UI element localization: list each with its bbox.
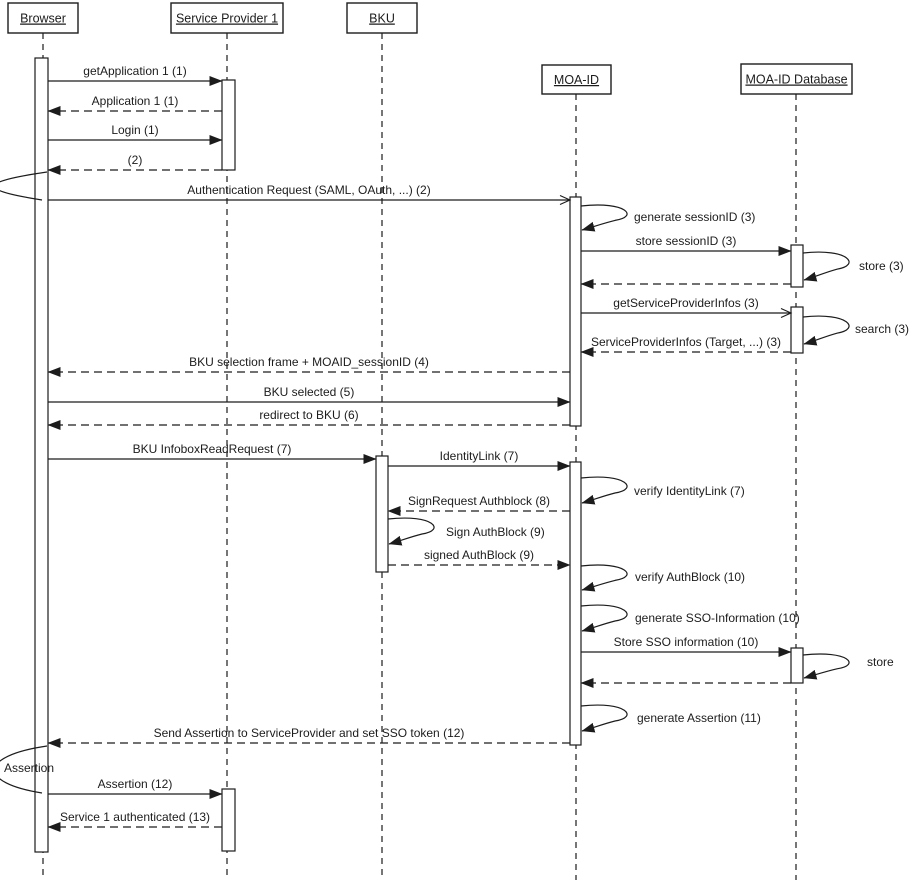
message-label: Assertion (12): [97, 777, 173, 791]
message-label: Send Assertion to ServiceProvider and set SSO token (12): [153, 726, 465, 740]
activation-bar-bku: [376, 456, 388, 572]
self-loop-arrow: [803, 252, 849, 280]
message-label: Store SSO information (10): [613, 635, 759, 649]
self-loop-label: generate SSO-Information (10): [635, 611, 800, 625]
self-loop-label: verify IdentityLink (7): [634, 484, 745, 498]
message-label: IdentityLink (7): [439, 449, 519, 463]
self-loop-label: generate sessionID (3): [634, 210, 756, 224]
self-loop-label: verify AuthBlock (10): [635, 570, 746, 584]
actor-label-moadb: MOA-ID Database: [745, 72, 848, 87]
activation-bar-moadb: [791, 307, 803, 353]
self-loop-label: search (3): [855, 322, 910, 336]
self-loop-arrow: [388, 518, 434, 544]
self-loop-arrow: [581, 477, 627, 503]
self-loop-arrow: [803, 654, 849, 678]
self-loop-arrow: [581, 705, 627, 731]
message-label: (2): [127, 153, 143, 167]
activation-bar-moaid: [570, 462, 581, 745]
message-label: getApplication 1 (1): [83, 64, 187, 78]
actor-label-sp1: Service Provider 1: [175, 11, 279, 26]
message-label: getServiceProviderInfos (3): [613, 296, 759, 310]
activation-bar-moadb: [791, 245, 803, 287]
lifelines-layer: [43, 33, 796, 880]
actor-label-moaid: MOA-ID: [553, 73, 600, 87]
self-loop-label: store (3): [859, 259, 904, 273]
message-label: BKU InfoboxReadRequest (7): [132, 442, 292, 456]
message-label: Login (1): [111, 123, 159, 137]
message-label: Service 1 authenticated (13): [59, 810, 211, 824]
message-label: signed AuthBlock (9): [423, 548, 535, 562]
self-loop-label: store: [867, 655, 894, 669]
message-label: Application 1 (1): [91, 94, 179, 108]
activation-bar-moaid: [570, 197, 581, 426]
message-label: store sessionID (3): [635, 234, 737, 248]
self-loop-arrow: [581, 605, 627, 631]
message-label: SignRequest Authblock (8): [407, 494, 551, 508]
actor-label-bku: BKU: [369, 11, 395, 26]
self-loop-arrow: [803, 316, 849, 344]
message-label: BKU selected (5): [263, 385, 355, 399]
self-loop-arrow: [581, 205, 627, 230]
activation-bar-moadb: [791, 648, 803, 683]
activation-bar-sp1: [222, 789, 235, 851]
message-label: Authentication Request (SAML, OAuth, ...) (2): [187, 183, 431, 197]
self-loop-label: generate Assertion (11): [637, 711, 761, 725]
left-loop-label: Assertion: [4, 761, 55, 775]
activation-bar-sp1: [222, 80, 235, 170]
message-label: BKU selection frame + MOAID_sessionID (4): [189, 355, 429, 369]
self-loop-arrow: [581, 565, 627, 590]
message-label: redirect to BKU (6): [259, 408, 359, 422]
activation-bar-browser: [35, 58, 48, 852]
actor-label-browser: Browser: [20, 11, 66, 26]
loops-layer: [0, 172, 909, 793]
self-loop-label: Sign AuthBlock (9): [446, 525, 545, 539]
message-label: ServiceProviderInfos (Target, ...) (3): [590, 335, 782, 349]
